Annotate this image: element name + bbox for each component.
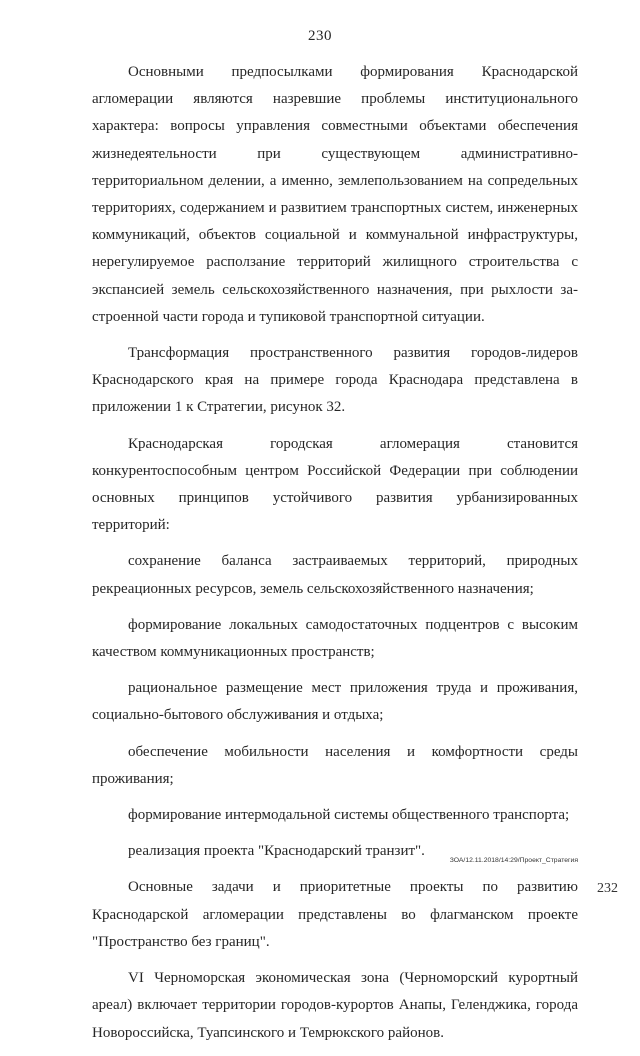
paragraph-transformation: Трансформация пространственного развития городов-лидеров Краснодарского края на примере города Краснодара представлена в приложении 1 к Стратегии, рисунок 32.	[92, 345, 578, 416]
paragraph-preconditions: Основными предпосылками формирования Краснодарской агломерации являются назревшие проблемы институционального характера: вопросы управления совместными объектами обеспечения жизнедеятельности при существующем административно-территориальном делении, а именно, землепользованием на сопредельных территориях, содержанием и развитием транспортных систем, инженерных коммуникаций, объектов социальной и коммунальной инфраструктуры, нерегулируемое расползание территорий жилищного строительства с экспансией земель сельскохозяйственного назначения, при рыхлости застроенной части города и тупиковой транспортной ситуации.	[92, 64, 578, 325]
document-body	[92, 59, 578, 1056]
corner-page-mark: 232	[597, 881, 618, 896]
principle-item: обеспечение мобильности населения и комфортности среды проживания;	[92, 743, 578, 787]
principle-item: формирование локальных самодостаточных подцентров с высоким качеством коммуникационных пространств;	[92, 616, 578, 661]
principle-item: формирование интермодальной системы общественного транспорта;	[128, 807, 570, 824]
page-number: 230	[308, 28, 332, 44]
principle-item: сохранение баланса застраиваемых территорий, природных рекреационных ресурсов, земель сельскохозяйственного назначения;	[92, 553, 578, 597]
principle-item: рациональное размещение мест приложения труда и проживания, социально-бытового обслуживания и отдыха;	[92, 680, 578, 724]
paragraph-flagship-project: Основные задачи и приоритетные проекты по развитию Краснодарской агломерации представлены во флагманском проекте "Пространство без границ".	[92, 879, 578, 950]
paragraph-black-sea-zone: VI Черноморская экономическая зона (Черноморский курортный ареал) включает территории городов-курортов Анапы, Геленджика, города Новороссийска, Туапсинского и Темрюкского районов.	[92, 970, 578, 1041]
principle-item: реализация проекта "Краснодарский транзит".	[128, 843, 425, 860]
document-footer: ЗОА/12.11.2018/14:29/Проект_Стратегия	[449, 857, 578, 864]
paragraph-agglomeration-principles: Краснодарская городская агломерация становится конкурентоспособным центром Российской Федерации при соблюдении основных принципов устойчивого развития урбанизированных территорий:	[92, 435, 578, 534]
